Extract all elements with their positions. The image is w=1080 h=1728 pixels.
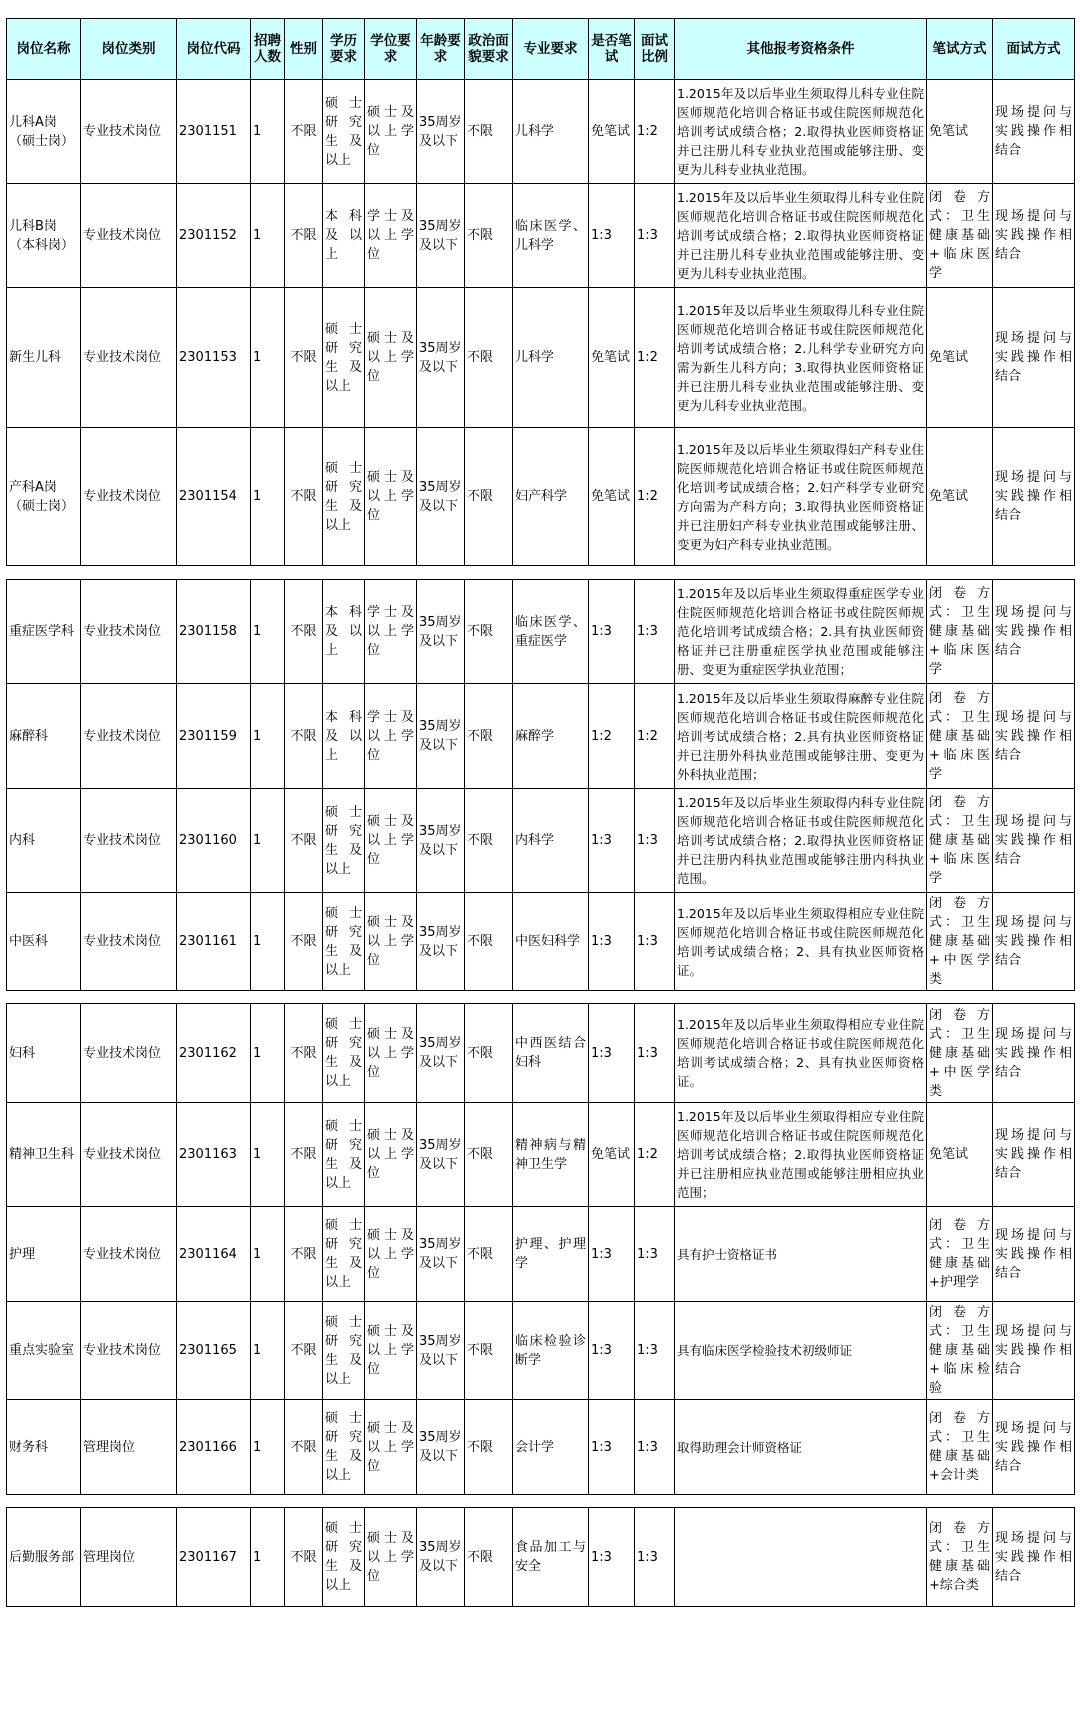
cell-degree: 硕士及以上学位 <box>365 288 417 428</box>
cell-gender: 不限 <box>285 580 323 684</box>
table-row <box>7 893 1075 991</box>
table-row <box>7 580 1075 684</box>
cell-name: 儿科B岗（本科岗） <box>7 184 81 288</box>
cell-conditions: 取得助理会计师资格证 <box>675 1400 927 1495</box>
cell-interview: 现场提问与实践操作相结合 <box>993 80 1075 184</box>
cell-gender: 不限 <box>285 1400 323 1495</box>
cell-education: 本科及以上 <box>323 684 365 789</box>
cell-political: 不限 <box>465 80 513 184</box>
cell-age: 35周岁及以下 <box>417 184 465 288</box>
cell-exam: 免笔试 <box>927 428 993 566</box>
gap-cell <box>7 991 1075 1004</box>
table-row <box>7 1400 1075 1495</box>
cell-exam: 闭卷方式：卫生健康基础+临床医学 <box>927 580 993 684</box>
cell-category: 专业技术岗位 <box>81 80 177 184</box>
header-exam-method: 笔试方式 <box>927 19 993 80</box>
header-hire-count: 招聘人数 <box>251 19 285 80</box>
cell-written: 1:3 <box>589 1508 635 1607</box>
cell-code: 2301153 <box>177 288 251 428</box>
cell-ratio: 1:3 <box>635 1302 675 1400</box>
cell-code: 2301162 <box>177 1004 251 1103</box>
cell-political: 不限 <box>465 684 513 789</box>
cell-conditions: 具有护士资格证书 <box>675 1207 927 1302</box>
cell-age: 35周岁及以下 <box>417 1103 465 1207</box>
cell-political: 不限 <box>465 893 513 991</box>
header-interview-ratio: 面试比例 <box>635 19 675 80</box>
cell-written: 免笔试 <box>589 288 635 428</box>
cell-education: 硕士研究生及以上 <box>323 1004 365 1103</box>
cell-gender: 不限 <box>285 789 323 893</box>
cell-age: 35周岁及以下 <box>417 580 465 684</box>
cell-ratio: 1:3 <box>635 184 675 288</box>
cell-name: 护理 <box>7 1207 81 1302</box>
cell-count: 1 <box>251 80 285 184</box>
cell-interview: 现场提问与实践操作相结合 <box>993 1103 1075 1207</box>
cell-age: 35周岁及以下 <box>417 428 465 566</box>
cell-code: 2301161 <box>177 893 251 991</box>
table-row <box>7 1207 1075 1302</box>
cell-count: 1 <box>251 1400 285 1495</box>
header-post-name: 岗位名称 <box>7 19 81 80</box>
cell-name: 妇科 <box>7 1004 81 1103</box>
table-row <box>7 184 1075 288</box>
cell-ratio: 1:3 <box>635 1400 675 1495</box>
cell-exam: 闭卷方式：卫生健康基础+护理学 <box>927 1207 993 1302</box>
cell-conditions: 1.2015年及以后毕业生须取得重症医学专业住院医师规范化培训合格证书或住院医师规范化培训考试成绩合格；2.具有执业医师资格证并已注册重症医学执业范围或能够注册、变更为重症医学执业范围； <box>675 580 927 684</box>
cell-conditions: 1.2015年及以后毕业生须取得相应专业住院医师规范化培训合格证书或住院医师规范化培训考试成绩合格；2、具有执业医师资格证。 <box>675 1004 927 1103</box>
cell-count: 1 <box>251 684 285 789</box>
header-gender: 性别 <box>285 19 323 80</box>
cell-ratio: 1:3 <box>635 893 675 991</box>
cell-category: 管理岗位 <box>81 1508 177 1607</box>
cell-interview: 现场提问与实践操作相结合 <box>993 288 1075 428</box>
cell-count: 1 <box>251 184 285 288</box>
cell-exam: 闭卷方式：卫生健康基础+临床医学 <box>927 789 993 893</box>
cell-ratio: 1:3 <box>635 580 675 684</box>
cell-political: 不限 <box>465 288 513 428</box>
cell-written: 1:3 <box>589 789 635 893</box>
cell-major: 中医妇科学 <box>513 893 589 991</box>
cell-major: 护理、护理学 <box>513 1207 589 1302</box>
cell-conditions: 1.2015年及以后毕业生须取得内科专业住院医师规范化培训合格证书或住院医师规范化培训考试成绩合格；2.取得执业医师资格证并已注册内科执业范围或能够注册内科执业范围。 <box>675 789 927 893</box>
cell-name: 财务科 <box>7 1400 81 1495</box>
cell-age: 35周岁及以下 <box>417 1508 465 1607</box>
cell-age: 35周岁及以下 <box>417 684 465 789</box>
cell-gender: 不限 <box>285 1508 323 1607</box>
cell-gender: 不限 <box>285 684 323 789</box>
cell-major: 会计学 <box>513 1400 589 1495</box>
cell-exam: 闭卷方式：卫生健康基础+临床医学 <box>927 184 993 288</box>
cell-interview: 现场提问与实践操作相结合 <box>993 184 1075 288</box>
cell-category: 管理岗位 <box>81 1400 177 1495</box>
header-age: 年龄要求 <box>417 19 465 80</box>
cell-ratio: 1:2 <box>635 288 675 428</box>
row-gap <box>7 1495 1075 1508</box>
table-body <box>7 80 1075 1607</box>
cell-name: 产科A岗（硕士岗） <box>7 428 81 566</box>
cell-written: 免笔试 <box>589 80 635 184</box>
cell-conditions <box>675 1508 927 1607</box>
cell-written: 1:3 <box>589 893 635 991</box>
row-gap <box>7 991 1075 1004</box>
table-row <box>7 288 1075 428</box>
cell-age: 35周岁及以下 <box>417 80 465 184</box>
cell-degree: 硕士及以上学位 <box>365 789 417 893</box>
cell-code: 2301154 <box>177 428 251 566</box>
cell-interview: 现场提问与实践操作相结合 <box>993 684 1075 789</box>
header-political-status: 政治面貌要求 <box>465 19 513 80</box>
cell-category: 专业技术岗位 <box>81 1103 177 1207</box>
cell-conditions: 1.2015年及以后毕业生须取得麻醉专业住院医师规范化培训合格证书或住院医师规范化培训考试成绩合格；2.具有执业医师资格证并已注册外科执业范围或能够注册、变更为外科执业范围； <box>675 684 927 789</box>
cell-written: 1:3 <box>589 184 635 288</box>
cell-education: 本科及以上 <box>323 184 365 288</box>
cell-political: 不限 <box>465 428 513 566</box>
cell-education: 本科及以上 <box>323 580 365 684</box>
cell-degree: 硕士及以上学位 <box>365 1207 417 1302</box>
cell-interview: 现场提问与实践操作相结合 <box>993 1508 1075 1607</box>
cell-category: 专业技术岗位 <box>81 1302 177 1400</box>
row-gap <box>7 566 1075 580</box>
table-row <box>7 789 1075 893</box>
cell-gender: 不限 <box>285 1004 323 1103</box>
cell-ratio: 1:3 <box>635 789 675 893</box>
cell-category: 专业技术岗位 <box>81 580 177 684</box>
cell-degree: 硕士及以上学位 <box>365 1302 417 1400</box>
cell-major: 临床检验诊断学 <box>513 1302 589 1400</box>
cell-code: 2301166 <box>177 1400 251 1495</box>
cell-exam: 闭卷方式：卫生健康基础+临床医学 <box>927 684 993 789</box>
cell-gender: 不限 <box>285 288 323 428</box>
cell-interview: 现场提问与实践操作相结合 <box>993 1207 1075 1302</box>
cell-name: 麻醉科 <box>7 684 81 789</box>
cell-major: 中西医结合妇科 <box>513 1004 589 1103</box>
table-row <box>7 428 1075 566</box>
cell-written: 1:3 <box>589 1004 635 1103</box>
cell-major: 内科学 <box>513 789 589 893</box>
cell-major: 临床医学、儿科学 <box>513 184 589 288</box>
cell-gender: 不限 <box>285 893 323 991</box>
header-written-exam: 是否笔试 <box>589 19 635 80</box>
cell-gender: 不限 <box>285 428 323 566</box>
cell-name: 重点实验室 <box>7 1302 81 1400</box>
cell-major: 临床医学、重症医学 <box>513 580 589 684</box>
cell-major: 精神病与精神卫生学 <box>513 1103 589 1207</box>
cell-ratio: 1:2 <box>635 428 675 566</box>
cell-exam: 免笔试 <box>927 80 993 184</box>
cell-degree: 硕士及以上学位 <box>365 1400 417 1495</box>
cell-education: 硕士研究生及以上 <box>323 80 365 184</box>
cell-conditions: 1.2015年及以后毕业生须取得儿科专业住院医师规范化培训合格证书或住院医师规范化培训考试成绩合格；2.取得执业医师资格证并已注册儿科专业执业范围或能够注册、变更为儿科专业执业范围。 <box>675 184 927 288</box>
cell-count: 1 <box>251 428 285 566</box>
cell-code: 2301152 <box>177 184 251 288</box>
cell-code: 2301158 <box>177 580 251 684</box>
cell-political: 不限 <box>465 1004 513 1103</box>
cell-conditions: 具有临床医学检验技术初级师证 <box>675 1302 927 1400</box>
cell-education: 硕士研究生及以上 <box>323 1302 365 1400</box>
cell-name: 新生儿科 <box>7 288 81 428</box>
cell-written: 1:3 <box>589 1207 635 1302</box>
cell-major: 食品加工与安全 <box>513 1508 589 1607</box>
cell-category: 专业技术岗位 <box>81 1004 177 1103</box>
cell-written: 1:3 <box>589 1302 635 1400</box>
cell-code: 2301160 <box>177 789 251 893</box>
header-row <box>7 19 1075 80</box>
cell-interview: 现场提问与实践操作相结合 <box>993 428 1075 566</box>
cell-ratio: 1:3 <box>635 1508 675 1607</box>
cell-major: 妇产科学 <box>513 428 589 566</box>
cell-political: 不限 <box>465 1302 513 1400</box>
header-major: 专业要求 <box>513 19 589 80</box>
cell-education: 硕士研究生及以上 <box>323 1400 365 1495</box>
cell-age: 35周岁及以下 <box>417 1004 465 1103</box>
cell-political: 不限 <box>465 1508 513 1607</box>
cell-count: 1 <box>251 580 285 684</box>
cell-age: 35周岁及以下 <box>417 1400 465 1495</box>
cell-interview: 现场提问与实践操作相结合 <box>993 893 1075 991</box>
cell-ratio: 1:2 <box>635 684 675 789</box>
cell-ratio: 1:2 <box>635 80 675 184</box>
cell-education: 硕士研究生及以上 <box>323 288 365 428</box>
cell-political: 不限 <box>465 789 513 893</box>
cell-name: 内科 <box>7 789 81 893</box>
cell-interview: 现场提问与实践操作相结合 <box>993 1302 1075 1400</box>
cell-major: 儿科学 <box>513 80 589 184</box>
cell-degree: 学士及以上学位 <box>365 684 417 789</box>
cell-exam: 闭卷方式：卫生健康基础+临床检验 <box>927 1302 993 1400</box>
cell-count: 1 <box>251 1207 285 1302</box>
cell-code: 2301159 <box>177 684 251 789</box>
cell-conditions: 1.2015年及以后毕业生须取得相应专业住院医师规范化培训合格证书或住院医师规范化培训考试成绩合格；2、具有执业医师资格证。 <box>675 893 927 991</box>
cell-code: 2301165 <box>177 1302 251 1400</box>
cell-political: 不限 <box>465 580 513 684</box>
cell-degree: 硕士及以上学位 <box>365 893 417 991</box>
cell-degree: 学士及以上学位 <box>365 580 417 684</box>
header-interview-method: 面试方式 <box>993 19 1075 80</box>
cell-conditions: 1.2015年及以后毕业生须取得相应专业住院医师规范化培训合格证书或住院医师规范化培训考试成绩合格；2.取得执业医师资格证并已注册相应执业范围或能够注册相应执业范围； <box>675 1103 927 1207</box>
cell-category: 专业技术岗位 <box>81 288 177 428</box>
cell-gender: 不限 <box>285 184 323 288</box>
cell-written: 1:2 <box>589 684 635 789</box>
cell-exam: 闭卷方式：卫生健康基础+中医学类 <box>927 1004 993 1103</box>
header-post-code: 岗位代码 <box>177 19 251 80</box>
cell-age: 35周岁及以下 <box>417 789 465 893</box>
cell-education: 硕士研究生及以上 <box>323 789 365 893</box>
cell-education: 硕士研究生及以上 <box>323 1508 365 1607</box>
cell-code: 2301167 <box>177 1508 251 1607</box>
cell-education: 硕士研究生及以上 <box>323 893 365 991</box>
cell-count: 1 <box>251 893 285 991</box>
cell-name: 重症医学科 <box>7 580 81 684</box>
cell-exam: 免笔试 <box>927 288 993 428</box>
cell-name: 中医科 <box>7 893 81 991</box>
cell-category: 专业技术岗位 <box>81 789 177 893</box>
table-row <box>7 1103 1075 1207</box>
cell-count: 1 <box>251 1508 285 1607</box>
cell-education: 硕士研究生及以上 <box>323 1103 365 1207</box>
cell-degree: 硕士及以上学位 <box>365 428 417 566</box>
cell-exam: 免笔试 <box>927 1103 993 1207</box>
recruitment-table <box>6 18 1075 1607</box>
cell-degree: 硕士及以上学位 <box>365 1103 417 1207</box>
cell-count: 1 <box>251 1004 285 1103</box>
header-other-conditions: 其他报考资格条件 <box>675 19 927 80</box>
cell-conditions: 1.2015年及以后毕业生须取得妇产科专业住院医师规范化培训合格证书或住院医师规范化培训考试成绩合格；2.妇产科学专业研究方向需为产科方向；3.取得执业医师资格证并已注册妇产科专业执业范围或能够注册、变更为妇产科专业执业范围。 <box>675 428 927 566</box>
cell-major: 儿科学 <box>513 288 589 428</box>
cell-age: 35周岁及以下 <box>417 1207 465 1302</box>
cell-name: 精神卫生科 <box>7 1103 81 1207</box>
cell-political: 不限 <box>465 1103 513 1207</box>
cell-code: 2301164 <box>177 1207 251 1302</box>
cell-conditions: 1.2015年及以后毕业生须取得儿科专业住院医师规范化培训合格证书或住院医师规范化培训考试成绩合格；2.取得执业医师资格证并已注册儿科专业执业范围或能够注册、变更为儿科专业执业范围。 <box>675 80 927 184</box>
cell-written: 免笔试 <box>589 1103 635 1207</box>
cell-category: 专业技术岗位 <box>81 684 177 789</box>
cell-degree: 硕士及以上学位 <box>365 1004 417 1103</box>
cell-gender: 不限 <box>285 1207 323 1302</box>
cell-name: 后勤服务部 <box>7 1508 81 1607</box>
cell-written: 1:3 <box>589 580 635 684</box>
cell-interview: 现场提问与实践操作相结合 <box>993 1004 1075 1103</box>
table-row <box>7 1302 1075 1400</box>
cell-name: 儿科A岗（硕士岗） <box>7 80 81 184</box>
table-row <box>7 684 1075 789</box>
cell-age: 35周岁及以下 <box>417 1302 465 1400</box>
cell-exam: 闭卷方式：卫生健康基础+综合类 <box>927 1508 993 1607</box>
table-row <box>7 1508 1075 1607</box>
cell-political: 不限 <box>465 1207 513 1302</box>
cell-ratio: 1:3 <box>635 1004 675 1103</box>
cell-code: 2301151 <box>177 80 251 184</box>
cell-political: 不限 <box>465 184 513 288</box>
cell-education: 硕士研究生及以上 <box>323 428 365 566</box>
cell-gender: 不限 <box>285 80 323 184</box>
cell-education: 硕士研究生及以上 <box>323 1207 365 1302</box>
cell-political: 不限 <box>465 1400 513 1495</box>
cell-ratio: 1:2 <box>635 1103 675 1207</box>
gap-cell <box>7 1495 1075 1508</box>
cell-written: 1:3 <box>589 1400 635 1495</box>
cell-category: 专业技术岗位 <box>81 184 177 288</box>
cell-written: 免笔试 <box>589 428 635 566</box>
cell-code: 2301163 <box>177 1103 251 1207</box>
gap-cell <box>7 566 1075 580</box>
cell-degree: 硕士及以上学位 <box>365 1508 417 1607</box>
table-row <box>7 80 1075 184</box>
cell-major: 麻醉学 <box>513 684 589 789</box>
header-post-category: 岗位类别 <box>81 19 177 80</box>
header-education: 学历要求 <box>323 19 365 80</box>
cell-age: 35周岁及以下 <box>417 893 465 991</box>
cell-count: 1 <box>251 1103 285 1207</box>
cell-degree: 硕士及以上学位 <box>365 80 417 184</box>
cell-exam: 闭卷方式：卫生健康基础+中医学类 <box>927 893 993 991</box>
cell-exam: 闭卷方式：卫生健康基础+会计类 <box>927 1400 993 1495</box>
cell-gender: 不限 <box>285 1302 323 1400</box>
cell-interview: 现场提问与实践操作相结合 <box>993 1400 1075 1495</box>
cell-category: 专业技术岗位 <box>81 428 177 566</box>
cell-age: 35周岁及以下 <box>417 288 465 428</box>
header-degree: 学位要求 <box>365 19 417 80</box>
cell-count: 1 <box>251 789 285 893</box>
cell-interview: 现场提问与实践操作相结合 <box>993 580 1075 684</box>
table-row <box>7 1004 1075 1103</box>
cell-ratio: 1:3 <box>635 1207 675 1302</box>
cell-interview: 现场提问与实践操作相结合 <box>993 789 1075 893</box>
cell-conditions: 1.2015年及以后毕业生须取得儿科专业住院医师规范化培训合格证书或住院医师规范化培训考试成绩合格；2.儿科学专业研究方向需为新生儿科方向；3.取得执业医师资格证并已注册儿科专业执业范围或能够注册、变更为儿科专业执业范围。 <box>675 288 927 428</box>
cell-count: 1 <box>251 288 285 428</box>
cell-category: 专业技术岗位 <box>81 893 177 991</box>
cell-category: 专业技术岗位 <box>81 1207 177 1302</box>
cell-degree: 学士及以上学位 <box>365 184 417 288</box>
cell-count: 1 <box>251 1302 285 1400</box>
cell-gender: 不限 <box>285 1103 323 1207</box>
